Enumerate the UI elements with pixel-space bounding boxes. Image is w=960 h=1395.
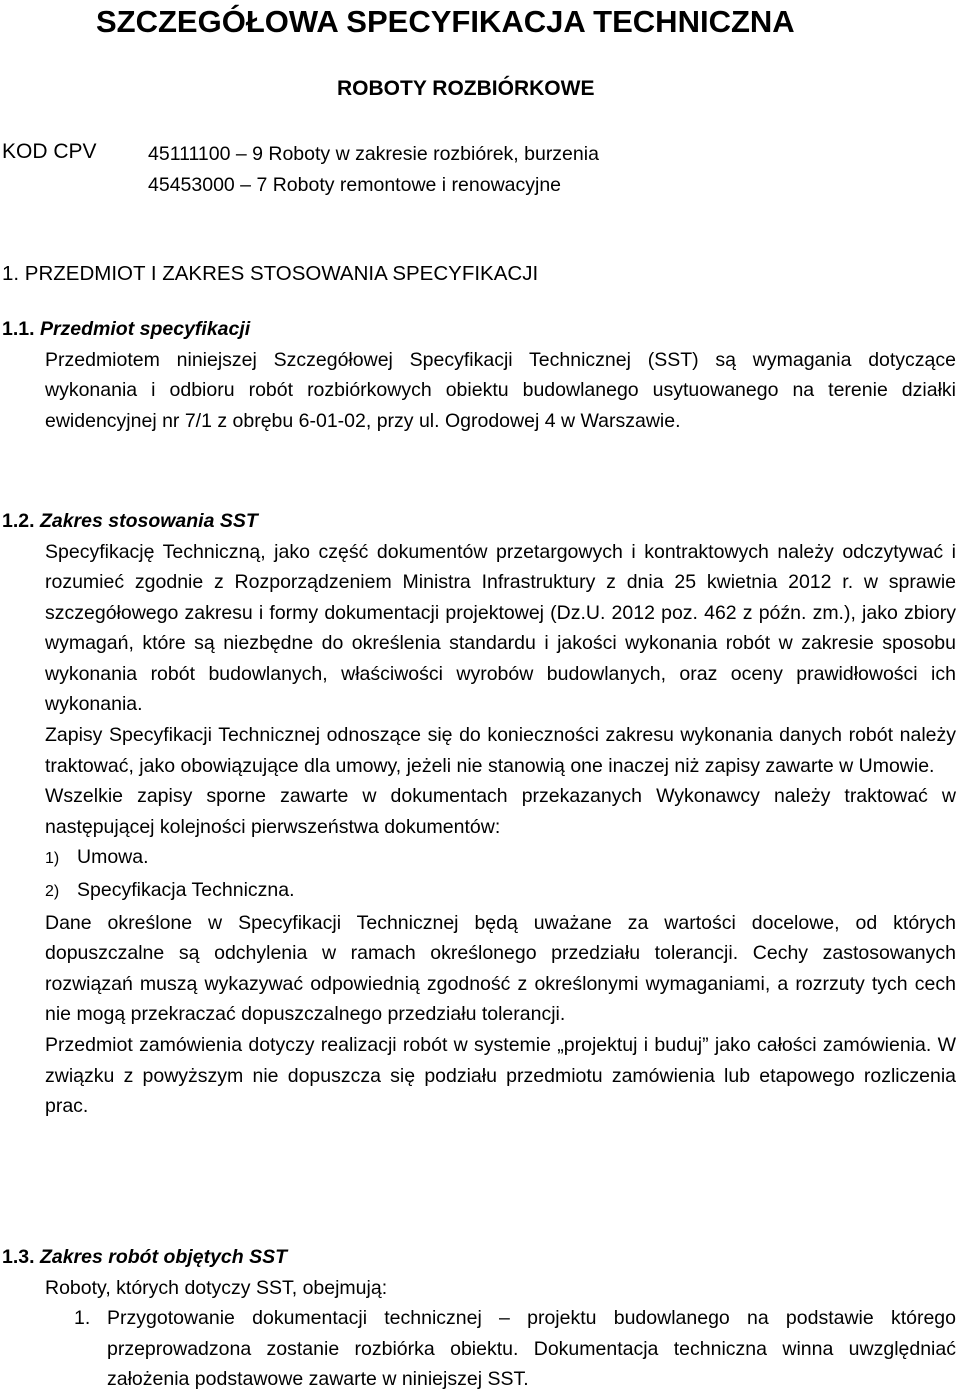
section-1-heading: 1. PRZEDMIOT I ZAKRES STOSOWANIA SPECYFIKACJI — [2, 262, 539, 285]
cpv-code-2: 45453000 – 7 Roboty remontowe i renowacyjne — [148, 174, 562, 196]
document-title: SZCZEGÓŁOWA SPECYFIKACJA TECHNICZNA — [96, 4, 795, 39]
list-number: 1) — [45, 850, 60, 868]
section-title-text: Zakres robót objętych SST — [39, 1246, 288, 1268]
section-1-3-intro: Roboty, których dotyczy SST, obejmują: — [45, 1276, 388, 1299]
section-title-text: Przedmiot specyfikacji — [39, 318, 251, 340]
list-number: 2) — [45, 883, 60, 901]
section-1-2-paragraph-5: Przedmiot zamówienia dotyczy realizacji robót w systemie „projektuj i buduj” jako całości zamówienia. W związku z powyższym nie dopuszcza się podziału przedmiotu zamówienia lub etapowego rozliczenia prac. — [45, 1034, 956, 1118]
section-1-2-paragraph-3: Wszelkie zapisy sporne zawarte w dokumentach przekazanych Wykonawcy należy traktować w następującej kolejności pierwszeństwa dokumentów: — [45, 785, 956, 838]
cpv-codes — [148, 139, 599, 201]
section-1-2-paragraph-4: Dane określone w Specyfikacji Technicznej będą uważane za wartości docelowe, od których dopuszczalne są odchylenia w ramach określonego przedziału tolerancji. Cechy zastosowanych rozwiązań muszą wykazywać odpowiednią zgodność z określonymi wymaganiami, a rozrzuty tych cech nie mogą przekraczać dopuszczalnego przedziału tolerancji. — [45, 911, 956, 1026]
section-number: 1.1. — [2, 318, 35, 340]
scope-list-item — [74, 1303, 956, 1395]
section-title-text: Zakres stosowania SST — [39, 510, 258, 532]
section-1-1-text: Przedmiotem niniejszej Szczegółowej Specyfikacji Technicznej (SST) są wymagania dotyczące wykonania i odbioru robót rozbiórkowych obiektu budowlanego usytuowanego na terenie działki ewidencyjnej nr 7/1 z obrębu 6-01-02, przy ul. Ogrodowej 4 w Warszawie. — [45, 348, 956, 432]
section-1-2 — [2, 506, 956, 1122]
section-1-2-title — [2, 506, 956, 537]
section-1-3 — [2, 1242, 956, 1395]
list-text: Specyfikacja Techniczna. — [77, 879, 295, 902]
section-1-2-paragraph-1: Specyfikację Techniczną, jako część dokumentów przetargowych i kontraktowych należy odczytywać i rozumieć zgodnie z Rozporządzeniem Ministra Infrastruktury z dnia 25 kwietnia 2012 r. w sprawie szczegółowego zakresu i formy dokumentacji projektowej (Dz.U. 2012 poz. 462 z późn. zm.), jako zbiory wymagań, które są niezbędne do określenia standardu i jakości wykonania robót w zakresie sposobu wykonania robót budowlanych, właściwości wyrobów budowlanych, oraz oceny prawidłowości ich wykonania. — [45, 540, 956, 716]
section-1-3-title — [2, 1242, 956, 1273]
section-number: 1.2. — [2, 510, 35, 532]
list-text: Umowa. — [77, 846, 149, 869]
priority-list-item — [45, 875, 956, 908]
cpv-label: KOD CPV — [2, 140, 97, 163]
list-number: 1. — [74, 1307, 91, 1330]
section-number: 1.3. — [2, 1246, 35, 1268]
section-1-1-title — [2, 314, 956, 345]
section-1-2-paragraph-2: Zapisy Specyfikacji Technicznej odnoszące się do konieczności zakresu wykonania danych robót należy traktować, jako obowiązujące dla umowy, jeżeli nie stanowią one inaczej niż zapisy zawarte w Umowie. — [45, 724, 956, 777]
cpv-code-1: 45111100 – 9 Roboty w zakresie rozbiórek, burzenia — [148, 143, 599, 165]
list-text: Przygotowanie dokumentacji technicznej – projektu budowlanego na podstawie którego przeprowadzona zostanie rozbiórka obiektu. Dokumentacja techniczna winna uwzględniać założenia podstawowe zawarte w niniejszej SST. — [107, 1307, 956, 1391]
section-1-1 — [2, 314, 956, 436]
priority-list-item — [45, 842, 956, 875]
document-subtitle: ROBOTY ROZBIÓRKOWE — [337, 77, 595, 100]
